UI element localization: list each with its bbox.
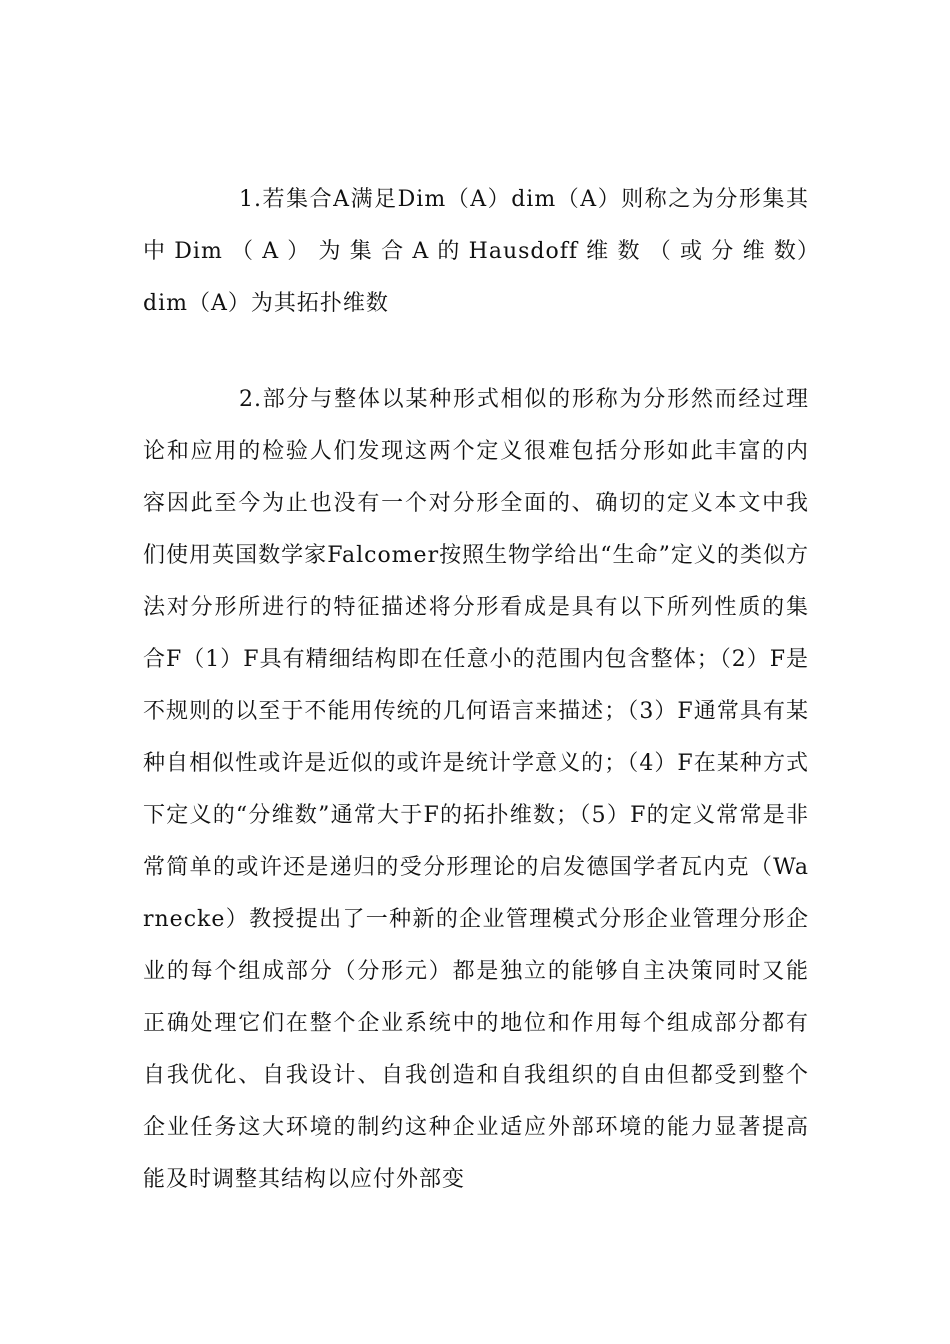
- paragraph-fractal-set-definition: 1.若集合A满足Dim（A）dim（A）则称之为分形集其中 Dim （ A ） 为 集 合 A 的 Hausdoff 维 数 （ 或 分 维 数）dim（A）为其拓扑维数: [143, 187, 809, 316]
- paragraph-fractal-characteristics: 2.部分与整体以某种形式相似的形称为分形然而经过理论和应用的检验人们发现这两个定义很难包括分形如此丰富的内容因此至今为止也没有一个对分形全面的、确切的定义本文中我们使用英国数学家Falcomer按照生物学给出“生命”定义的类似方法对分形所进行的特征描述将分形看成是具有以下所列性质的集合F（1）F具有精细结构即在任意小的范围内包含整体；（2）F是不规则的以至于不能用传统的几何语言来描述；（3）F通常具有某种自相似性或许是近似的或许是统计学意义的；（4）F在某种方式下定义的“分维数”通常大于F的拓扑维数；（5）F的定义常常是非常简单的或许还是递归的受分形理论的启发德国学者瓦内克（Warnecke）教授提出了一种新的企业管理模式分形企业管理分形企业的每个组成部分（分形元）都是独立的能够自主决策同时又能正确处理它们在整个企业系统中的地位和作用每个组成部分都有自我优化、自我设计、自我创造和自我组织的自由但都受到整个企业任务这大环境的制约这种企业适应外部环境的能力显著提高能及时调整其结构以应付外部变: [143, 387, 809, 1192]
